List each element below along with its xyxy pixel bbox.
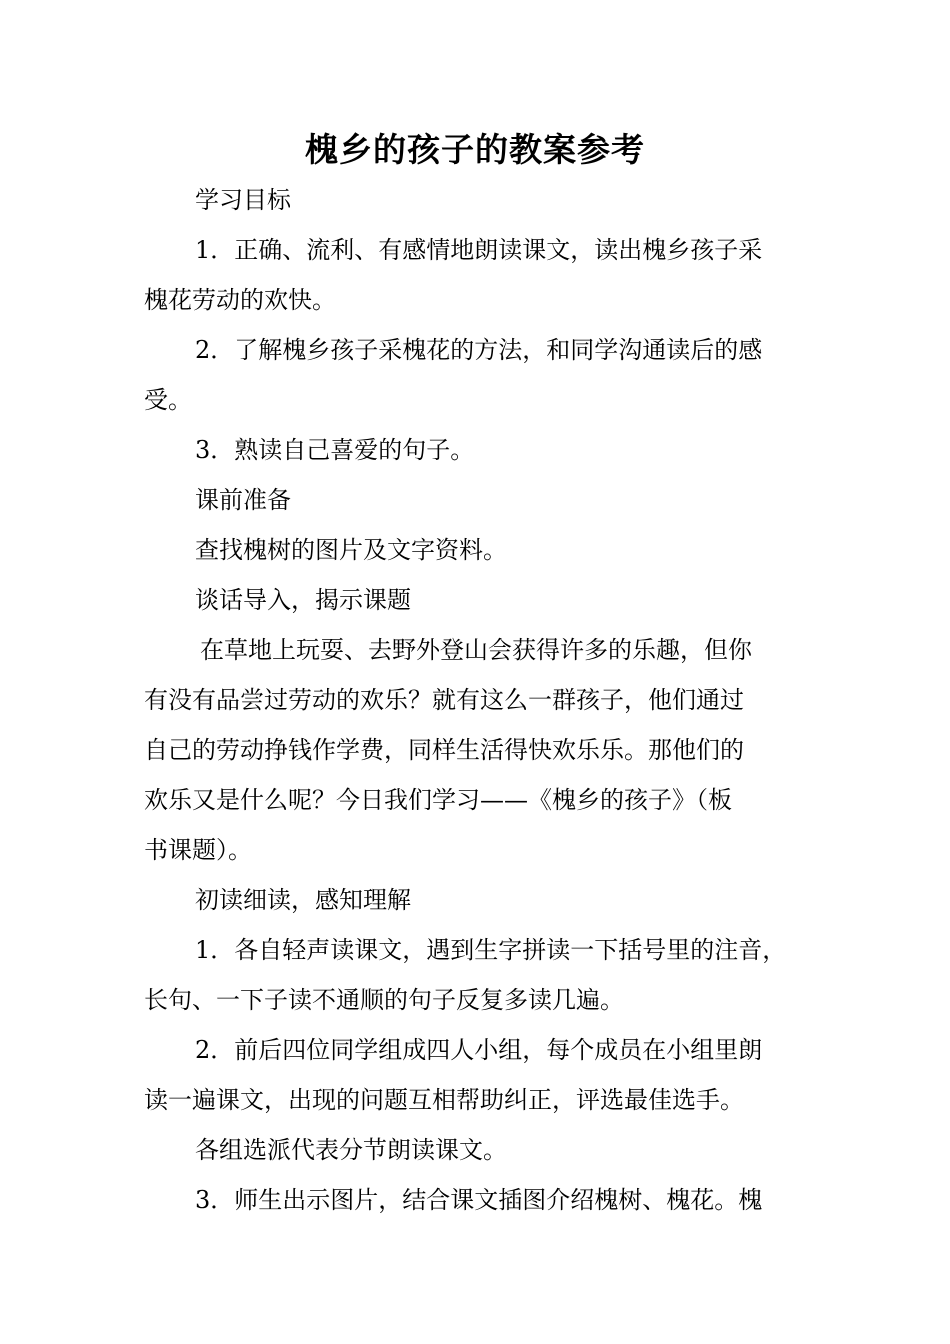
paragraph-line: 3．师生出示图片，结合课文插图介绍槐树、槐花。槐	[195, 1186, 763, 1214]
section-heading-objectives: 学习目标	[195, 186, 291, 214]
paragraph-line: 有没有品尝过劳动的欢乐？就有这么一群孩子，他们通过	[144, 686, 744, 714]
paragraph-line: 长句、一下子读不通顺的句子反复多读几遍。	[144, 986, 624, 1014]
paragraph-line: 读一遍课文，出现的问题互相帮助纠正，评选最佳选手。	[144, 1086, 744, 1114]
paragraph-line: 查找槐树的图片及文字资料。	[195, 536, 507, 564]
paragraph-line: 受。	[144, 386, 192, 414]
paragraph-line: 欢乐又是什么呢？今日我们学习——《槐乡的孩子》（板	[144, 786, 732, 814]
paragraph-line: 在草地上玩耍、去野外登山会获得许多的乐趣，但你	[200, 636, 752, 664]
paragraph-line: 自己的劳动挣钱作学费，同样生活得快欢乐乐。那他们的	[144, 736, 744, 764]
paragraph-line: 1．正确、流利、有感情地朗读课文，读出槐乡孩子采	[195, 236, 763, 264]
section-heading-introduction: 谈话导入，揭示课题	[195, 586, 411, 614]
paragraph-line: 2．前后四位同学组成四人小组，每个成员在小组里朗	[195, 1036, 763, 1064]
paragraph-line: 各组选派代表分节朗读课文。	[195, 1136, 507, 1164]
section-heading-reading: 初读细读，感知理解	[195, 886, 411, 914]
paragraph-line: 槐花劳动的欢快。	[144, 286, 336, 314]
document-body	[144, 175, 810, 1225]
document-title: 槐乡的孩子的教案参考	[305, 130, 645, 169]
paragraph-line: 1．各自轻声读课文，遇到生字拼读一下括号里的注音，	[195, 936, 787, 964]
paragraph-line: 书课题）。	[144, 836, 252, 864]
paragraph-line: 2．了解槐乡孩子采槐花的方法，和同学沟通读后的感	[195, 336, 763, 364]
section-heading-preparation: 课前准备	[195, 486, 291, 514]
paragraph-line: 3．熟读自己喜爱的句子。	[195, 436, 475, 464]
